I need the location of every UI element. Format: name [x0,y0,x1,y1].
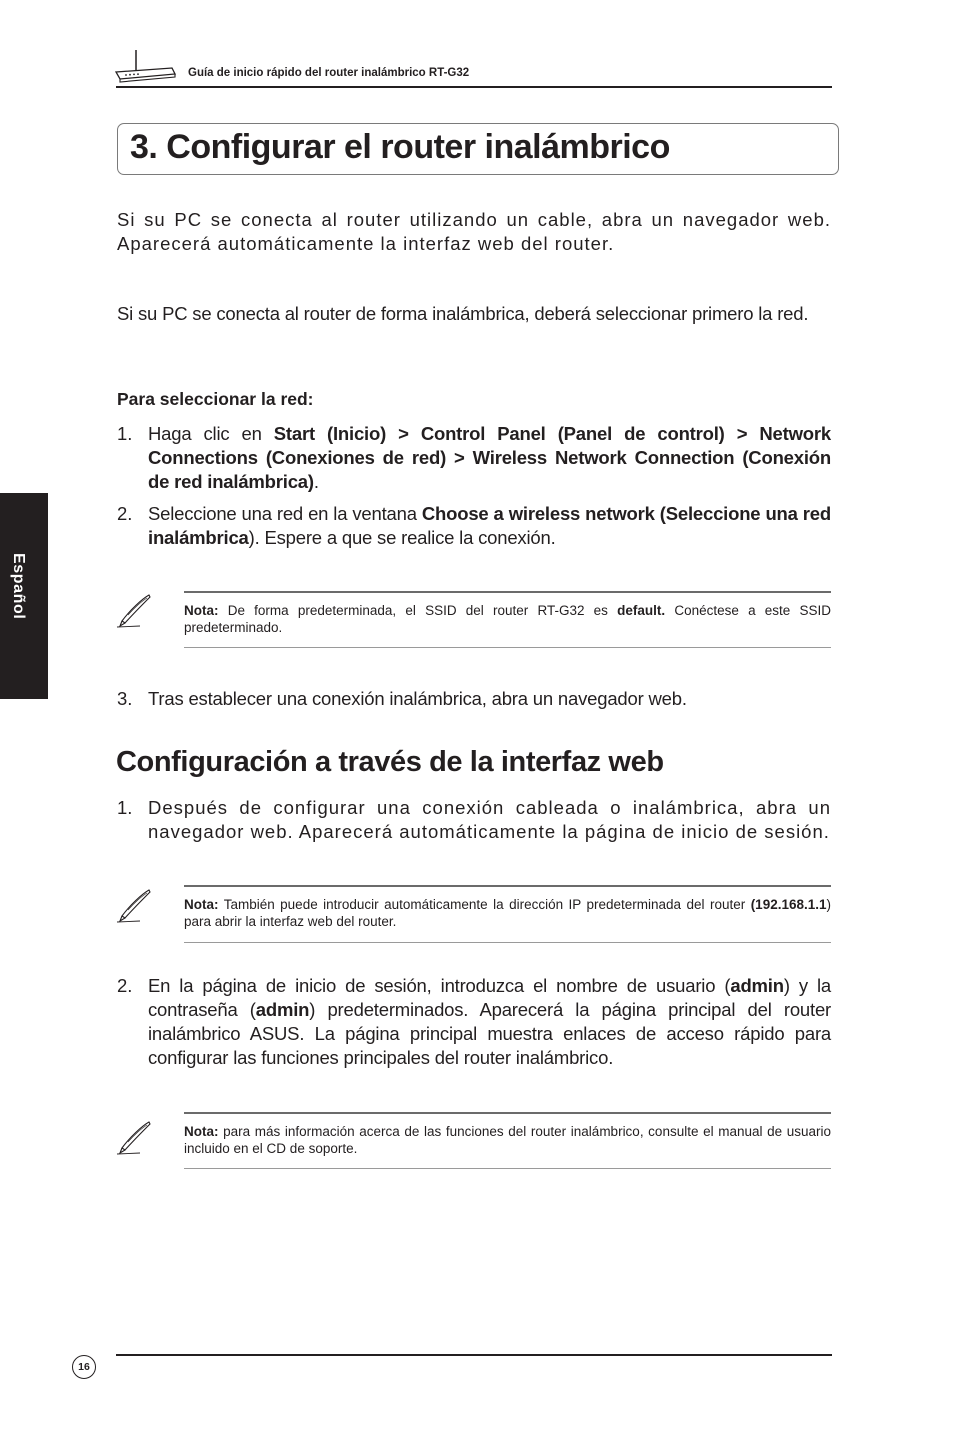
note-rule-top [184,1112,831,1114]
note-rule-bottom [184,647,831,648]
header-rule [116,86,832,88]
pen-note-icon [116,1120,152,1156]
language-tab-label: Español [10,553,27,620]
note-rule-top [184,591,831,593]
web-config-step-1: Después de configurar una conexión cableada o inalámbrica, abra un navegador web. Aparecerá automáticamente la página de inicio de sesión. [148,797,831,842]
step-number: 2. [117,503,133,524]
footer-rule [116,1354,832,1356]
web-config-step-2: En la página de inicio de sesión, introduzca el nombre de usuario (admin) y la contraseña (admin) predeterminados. Aparecerá la página principal del router inalámbrico ASUS. La página principal muestra enlaces de acceso rápido para configurar las funciones principales del router inalámbrico. [148,975,832,1068]
pen-note-icon [116,888,152,924]
select-network-heading: Para seleccionar la red: [117,389,314,409]
note-rule-bottom [184,942,831,943]
page-number: 16 [72,1355,96,1379]
step-number: 3. [117,688,133,709]
select-network-step-2: Seleccione una red en la ventana Choose a wireless network (Seleccione una red inalámbrica). Espere a que se realice la conexión. [148,503,831,548]
note-ip-address: Nota: También puede introducir automáticamente la dirección IP predeterminada del router (192.168.1.1) para abrir la interfaz web del router. [184,897,831,929]
note-manual: Nota: para más información acerca de las funciones del router inalámbrico, consulte el manual de usuario incluido en el CD de soporte. [184,1124,831,1156]
intro-paragraph-1: Si su PC se conecta al router utilizando un cable, abra un navegador web. Aparecerá automáticamente la interfaz web del router. [117,209,831,254]
select-network-step-1: Haga clic en Start (Inicio) > Control Panel (Panel de control) > Network Connections (Conexiones de red) > Wireless Network Connection (Conexión de red inalámbrica). [148,423,831,492]
router-icon [112,48,178,84]
language-tab [0,493,48,699]
step-number: 1. [117,423,133,444]
select-network-step-3: Tras establecer una conexión inalámbrica, abra un navegador web. [148,688,687,709]
note-ssid: Nota: De forma predeterminada, el SSID del router RT-G32 es default. Conéctese a este SSID predeterminado. [184,603,831,635]
step-number: 2. [117,975,133,996]
section-title: 3. Configurar el router inalámbrico [130,128,670,166]
intro-paragraph-2: Si su PC se conecta al router de forma inalámbrica, deberá seleccionar primero la red. [117,303,809,324]
pen-note-icon [116,593,152,629]
note-rule-top [184,885,831,887]
header-title: Guía de inicio rápido del router inalámbrico RT-G32 [188,67,470,79]
step-number: 1. [117,797,133,818]
web-config-heading: Configuración a través de la interfaz web [116,746,664,778]
note-rule-bottom [184,1168,831,1169]
